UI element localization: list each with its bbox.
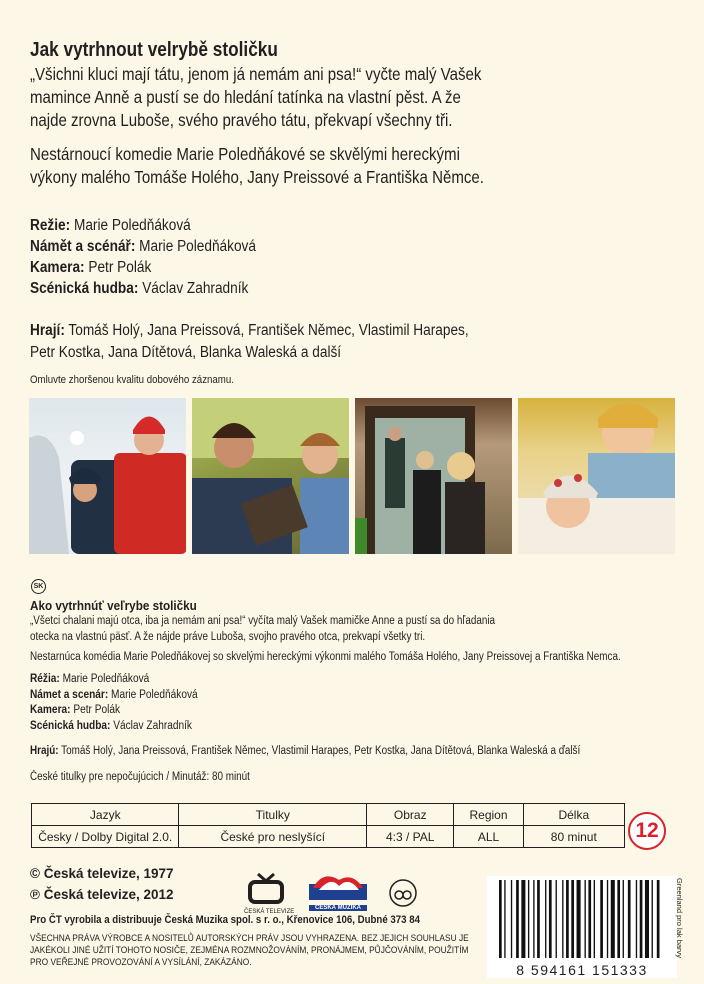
sk-credits: Réžia: Marie Poledňáková Námet a scenár: Marie Poledňáková Kamera: Petr Polák Scénická hudba: Václav Zahradník [30, 673, 198, 732]
header-length: Délka [523, 804, 624, 826]
credit-story: Námět a scénář: Marie Poledňáková [30, 238, 256, 255]
rights-notice: VŠECHNA PRÁVA VÝROBCE A NOSITELŮ AUTORSKÝCH PRÁV JSOU VYHRAZENA. BEZ JEJICH SOUHLASU JE JAKÉKOLI JINÉ UŽITÍ TOHOTO NOSIČE, ZEJMÉNA ROZMNOŽOVÁNÍM, PRONÁJMEM, PŮJČOVÁNÍM, POUŽITÍM PRO VEŘEJNÉ PROVOZOVÁNÍ A VYSÍLÁNÍ, ZAKÁZÁNO. [30, 933, 469, 968]
sk-subtitles-note: České titulky pre nepočujúcich / Minutáž: 80 minút [30, 771, 250, 783]
credit-camera: Kamera: Petr Polák [30, 259, 152, 276]
cell-language: Česky / Dolby Digital 2.0. [32, 826, 179, 848]
quality-notice: Omluvte zhoršenou kvalitu dobového záznamu. [30, 374, 234, 386]
cz-synopsis-line: najde zrovna Luboše, svého pravého tátu, překvapí všechny tři. [30, 110, 453, 130]
cz-credits [30, 215, 256, 299]
cz-cast: Hrají: Tomáš Holý, Jana Preissová, František Němec, Vlastimil Harapes, Petr Kostka, Jana Dítětová, Blanka Waleská a další [30, 322, 469, 361]
cell-picture: 4:3 / PAL [367, 826, 454, 848]
sk-title: Ako vytrhnúť veľrybe stoličku [30, 598, 197, 613]
copyright-line: © Česká televize, 1977 [30, 866, 174, 881]
production-line: Pro ČT vyrobila a distribuuje Česká Muzika spol. s r. o., Křenovice 106, Dubné 373 84 [30, 914, 421, 926]
cz-description-line: Nestárnoucí komedie Marie Poledňákové se skvělými hereckými [30, 144, 460, 164]
sk-synopsis: „Všetci chalani majú otca, iba ja nemám ani psa!“ vyčíta malý Vašek mamičke Anne a pustí sa do hľadania otecka na vlastnú päsť. A že nájde práve Luboša, svojho pravého otca, prekvapí všetky tri. [30, 615, 496, 643]
cell-subtitles: České pro neslyšící [179, 826, 367, 848]
header-region: Region [454, 804, 523, 826]
sk-cast: Hrajú: Tomáš Holý, Jana Preissová, František Němec, Vlastimil Harapes, Petr Kostka, Jana Dítětová, Blanka Waleská a ďalší [30, 745, 581, 757]
cell-length: 80 minut [523, 826, 624, 848]
sound-logo [388, 878, 418, 913]
still-photo-3 [355, 398, 512, 554]
cz-description-line: výkony malého Tomáše Holého, Jany Preissové a Františka Němce. [30, 167, 484, 187]
spec-table-row [32, 826, 625, 848]
age-rating-badge: 12 [628, 812, 666, 850]
cz-synopsis-line: mamince Anně a pustí se do hledání tatínka na vlastní pěst. A že [30, 87, 461, 107]
cz-title: Jak vytrhnout velrybě stoličku [30, 38, 278, 61]
sk-badge: SK [31, 579, 46, 594]
header-subtitles: Titulky [179, 804, 367, 826]
sound-logo-icon [388, 878, 418, 908]
spec-table [31, 803, 625, 848]
cz-description [30, 143, 484, 189]
ceska-muzika-logo: ČESKÁ MUZIKA [309, 870, 367, 911]
sk-description: Nestarnúca komédia Marie Poledňákovej so skvelými hereckými výkonmi malého Tomáša Holého, Jany Preissovej a Františka Nemca. [30, 651, 621, 663]
still-photo-1 [29, 398, 186, 554]
ct-logo-icon [244, 872, 288, 904]
cz-synopsis-line: „Všichni kluci mají tátu, jenom já nemám ani psa!“ vyčte malý Vašek [30, 64, 482, 84]
cz-synopsis [30, 63, 481, 132]
phonogram-line: ℗ Česká televize, 2012 [30, 887, 174, 902]
still-photo-2 [192, 398, 349, 554]
vertical-note: Greenland pro lak barvy [675, 878, 684, 959]
credit-music: Scénická hudba: Václav Zahradník [30, 280, 249, 297]
spec-table-header [32, 804, 625, 826]
photo-strip [29, 398, 675, 554]
ct-logo: ČESKÁ TELEVIZE [244, 872, 288, 915]
cell-region: ALL [454, 826, 523, 848]
barcode-bars [487, 876, 677, 960]
ceska-muzika-logo-icon [309, 870, 367, 900]
credit-director: Režie: Marie Poledňáková [30, 217, 191, 234]
header-language: Jazyk [32, 804, 179, 826]
still-photo-4 [518, 398, 675, 554]
barcode-number: 8 594161 151333 [516, 962, 648, 978]
header-picture: Obraz [367, 804, 454, 826]
